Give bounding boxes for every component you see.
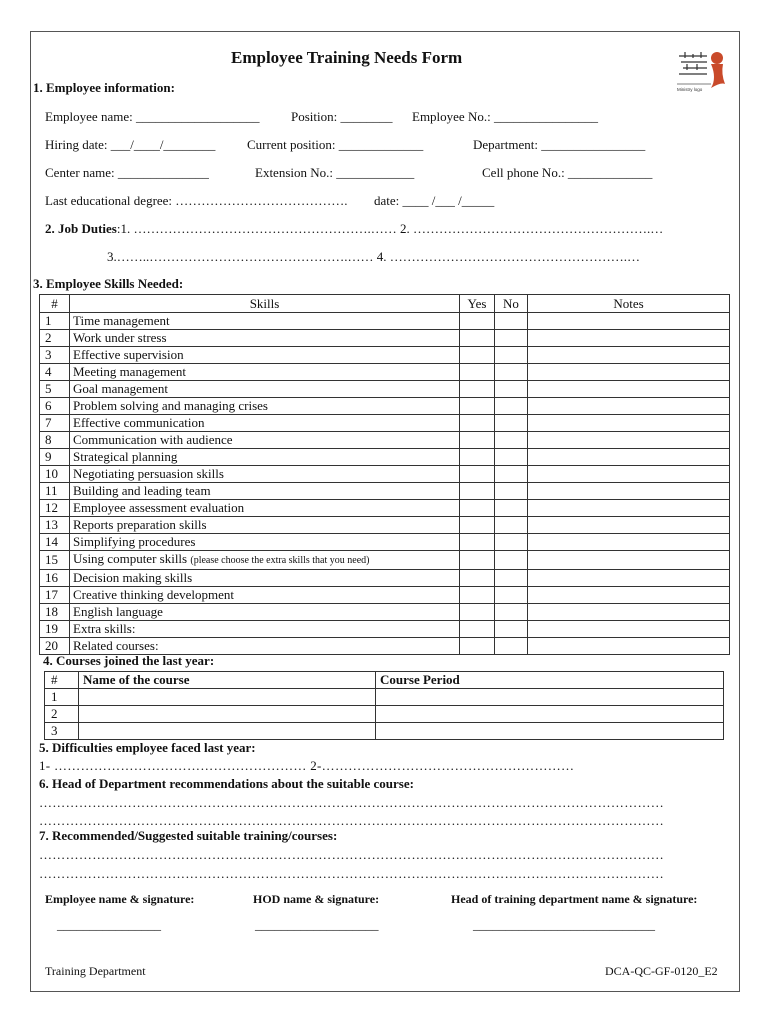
skill-name: Communication with audience	[70, 432, 460, 449]
hod-signature-line[interactable]: ___________________	[255, 917, 379, 932]
skill-no-cell[interactable]	[495, 398, 528, 415]
employee-no-field[interactable]: Employee No.: ________________	[412, 109, 598, 124]
employee-signature-label: Employee name & signature:	[45, 892, 195, 906]
hiring-date-field[interactable]: Hiring date: ___/____/________	[45, 137, 216, 152]
skill-row	[40, 313, 730, 330]
course-row	[45, 689, 724, 706]
course-row	[45, 723, 724, 740]
course-period-cell[interactable]	[376, 706, 724, 723]
course-name-cell[interactable]	[79, 706, 376, 723]
skill-yes-cell[interactable]	[460, 638, 495, 655]
skill-notes-cell[interactable]	[528, 604, 730, 621]
skill-number: 6	[40, 398, 70, 415]
form-page	[30, 31, 740, 992]
skills-header-row	[40, 295, 730, 313]
skill-yes-cell[interactable]	[460, 604, 495, 621]
no-header: No	[495, 295, 528, 313]
skill-yes-cell[interactable]	[460, 330, 495, 347]
hod-recommendation-line2[interactable]: ……………………………………………………………………………………………………………………………	[39, 813, 665, 828]
skill-name: Using computer skills (please choose the extra skills that you need)	[70, 551, 460, 570]
skill-notes-cell[interactable]	[528, 466, 730, 483]
skill-number: 16	[40, 570, 70, 587]
skill-row	[40, 570, 730, 587]
skill-notes-cell[interactable]	[528, 449, 730, 466]
yes-header: Yes	[460, 295, 495, 313]
course-period-cell[interactable]	[376, 689, 724, 706]
skill-no-cell[interactable]	[495, 534, 528, 551]
skill-notes-cell[interactable]	[528, 398, 730, 415]
skill-number: 3	[40, 347, 70, 364]
skill-row	[40, 432, 730, 449]
skill-yes-cell[interactable]	[460, 500, 495, 517]
skill-number: 1	[40, 313, 70, 330]
section1-heading: 1. Employee information:	[33, 80, 175, 95]
skill-notes-cell[interactable]	[528, 517, 730, 534]
skill-name: Extra skills:	[70, 621, 460, 638]
skill-number: 18	[40, 604, 70, 621]
skill-number: 19	[40, 621, 70, 638]
skill-name: Reports preparation skills	[70, 517, 460, 534]
skill-row	[40, 449, 730, 466]
course-name-cell[interactable]	[79, 689, 376, 706]
skill-name: Effective supervision	[70, 347, 460, 364]
skill-no-cell[interactable]	[495, 483, 528, 500]
skills-header: Skills	[70, 295, 460, 313]
skill-row	[40, 483, 730, 500]
skill-row	[40, 415, 730, 432]
course-period-cell[interactable]	[376, 723, 724, 740]
skill-note: (please choose the extra skills that you need)	[190, 555, 370, 566]
skill-no-cell[interactable]	[495, 570, 528, 587]
skill-number: 17	[40, 587, 70, 604]
skill-yes-cell[interactable]	[460, 432, 495, 449]
course-num-header: #	[45, 672, 79, 689]
skill-no-cell[interactable]	[495, 330, 528, 347]
skill-row	[40, 500, 730, 517]
employee-signature-line[interactable]: ________________	[57, 917, 161, 932]
course-number: 3	[45, 723, 79, 740]
skill-name: Creative thinking development	[70, 587, 460, 604]
skill-row	[40, 621, 730, 638]
skill-yes-cell[interactable]	[460, 621, 495, 638]
skill-yes-cell[interactable]	[460, 398, 495, 415]
skill-name: Building and leading team	[70, 483, 460, 500]
form-title: Employee Training Needs Form	[231, 48, 463, 67]
skill-name: Problem solving and managing crises	[70, 398, 460, 415]
skill-notes-cell[interactable]	[528, 483, 730, 500]
skill-notes-cell[interactable]	[528, 621, 730, 638]
difficulties-line[interactable]: 1- ………………………………………………… 2-…………………………………………………	[39, 758, 575, 773]
cell-phone-field[interactable]: Cell phone No.: _____________	[482, 165, 653, 180]
skill-no-cell[interactable]	[495, 500, 528, 517]
skill-yes-cell[interactable]	[460, 570, 495, 587]
center-name-field[interactable]: Center name: ______________	[45, 165, 209, 180]
skill-yes-cell[interactable]	[460, 415, 495, 432]
training-head-signature-label: Head of training department name & signature:	[451, 892, 698, 906]
courses-header-row	[45, 672, 724, 689]
hod-signature-label: HOD name & signature:	[253, 892, 380, 906]
job-duties-line1[interactable]: 2. Job Duties:1. ……………………………………………….…… 2. ……………………………………………….…	[45, 221, 664, 236]
skill-no-cell[interactable]	[495, 466, 528, 483]
skill-notes-cell[interactable]	[528, 415, 730, 432]
skill-row	[40, 551, 730, 570]
suggested-training-line2[interactable]: ……………………………………………………………………………………………………………………………	[39, 866, 665, 881]
skill-row	[40, 534, 730, 551]
skill-row	[40, 347, 730, 364]
skill-row	[40, 466, 730, 483]
course-period-header: Course Period	[376, 672, 724, 689]
skill-number: 11	[40, 483, 70, 500]
skill-name: Meeting management	[70, 364, 460, 381]
skill-yes-cell[interactable]	[460, 587, 495, 604]
degree-date-field[interactable]: date: ____ /___ /_____	[374, 193, 495, 208]
skill-yes-cell[interactable]	[460, 364, 495, 381]
skill-notes-cell[interactable]	[528, 364, 730, 381]
skill-yes-cell[interactable]	[460, 483, 495, 500]
skill-name: Negotiating persuasion skills	[70, 466, 460, 483]
skill-row	[40, 587, 730, 604]
section7-heading: 7. Recommended/Suggested suitable training/courses:	[39, 828, 338, 843]
skill-yes-cell[interactable]	[460, 551, 495, 570]
skill-row	[40, 330, 730, 347]
skills-table	[39, 294, 730, 655]
skill-name: Goal management	[70, 381, 460, 398]
section3-heading: 3. Employee Skills Needed:	[33, 276, 184, 291]
skill-no-cell[interactable]	[495, 432, 528, 449]
department-field[interactable]: Department: ________________	[473, 137, 646, 152]
extension-no-field[interactable]: Extension No.: ____________	[255, 165, 415, 180]
suggested-training-line1[interactable]: ……………………………………………………………………………………………………………………………	[39, 847, 665, 862]
skill-row	[40, 398, 730, 415]
footer-form-code: DCA-QC-GF-0120_E2	[605, 964, 718, 978]
skill-yes-cell[interactable]	[460, 347, 495, 364]
section4-heading: 4. Courses joined the last year:	[43, 653, 215, 668]
skill-name: Simplifying procedures	[70, 534, 460, 551]
skill-notes-cell[interactable]	[528, 313, 730, 330]
skill-yes-cell[interactable]	[460, 517, 495, 534]
skill-yes-cell[interactable]	[460, 449, 495, 466]
skill-notes-cell[interactable]	[528, 570, 730, 587]
skill-number: 8	[40, 432, 70, 449]
course-row	[45, 706, 724, 723]
skill-number: 10	[40, 466, 70, 483]
course-name-cell[interactable]	[79, 723, 376, 740]
skill-notes-cell[interactable]	[528, 500, 730, 517]
skill-no-cell[interactable]	[495, 638, 528, 655]
skill-no-cell[interactable]	[495, 347, 528, 364]
skill-name: Employee assessment evaluation	[70, 500, 460, 517]
skill-number: 4	[40, 364, 70, 381]
skill-no-cell[interactable]	[495, 313, 528, 330]
skill-no-cell[interactable]	[495, 449, 528, 466]
ministry-logo	[675, 42, 731, 94]
skill-row	[40, 517, 730, 534]
hod-recommendation-line1[interactable]: ……………………………………………………………………………………………………………………………	[39, 795, 665, 810]
skill-row	[40, 638, 730, 655]
skill-no-cell[interactable]	[495, 551, 528, 570]
last-degree-field[interactable]: Last educational degree: ………………………………….	[45, 193, 348, 208]
skill-notes-cell[interactable]	[528, 381, 730, 398]
training-head-signature-line[interactable]: ____________________________	[473, 917, 655, 932]
course-number: 2	[45, 706, 79, 723]
position-field[interactable]: Position: ________	[291, 109, 393, 124]
skill-row	[40, 381, 730, 398]
skill-yes-cell[interactable]	[460, 466, 495, 483]
skill-number: 12	[40, 500, 70, 517]
skill-no-cell[interactable]	[495, 587, 528, 604]
skill-name: Strategical planning	[70, 449, 460, 466]
skill-no-cell[interactable]	[495, 517, 528, 534]
logo-caption: Ministry logo	[677, 87, 703, 92]
skill-notes-cell[interactable]	[528, 534, 730, 551]
skill-notes-cell[interactable]	[528, 330, 730, 347]
skill-row	[40, 604, 730, 621]
skill-yes-cell[interactable]	[460, 381, 495, 398]
num-header: #	[40, 295, 70, 313]
skill-notes-cell[interactable]	[528, 638, 730, 655]
skill-name: Decision making skills	[70, 570, 460, 587]
section5-heading: 5. Difficulties employee faced last year:	[39, 740, 256, 755]
skill-notes-cell[interactable]	[528, 551, 730, 570]
skill-number: 15	[40, 551, 70, 570]
skill-number: 2	[40, 330, 70, 347]
skill-name: Effective communication	[70, 415, 460, 432]
skill-no-cell[interactable]	[495, 604, 528, 621]
skill-no-cell[interactable]	[495, 621, 528, 638]
section6-heading: 6. Head of Department recommendations about the suitable course:	[39, 776, 414, 791]
skill-no-cell[interactable]	[495, 415, 528, 432]
skill-number: 9	[40, 449, 70, 466]
skill-no-cell[interactable]	[495, 364, 528, 381]
skill-notes-cell[interactable]	[528, 432, 730, 449]
footer-department: Training Department	[45, 964, 146, 978]
skill-row	[40, 364, 730, 381]
courses-table	[44, 671, 724, 740]
skill-number: 13	[40, 517, 70, 534]
employee-name-field[interactable]: Employee name: ___________________	[45, 109, 260, 124]
job-duties-line2[interactable]: 3.……..……………………………………….…… 4. ……………………………………………….…	[107, 249, 640, 264]
skill-number: 20	[40, 638, 70, 655]
skill-notes-cell[interactable]	[528, 347, 730, 364]
notes-header: Notes	[528, 295, 730, 313]
skill-no-cell[interactable]	[495, 381, 528, 398]
course-name-header: Name of the course	[79, 672, 376, 689]
skill-name: Related courses:	[70, 638, 460, 655]
skill-notes-cell[interactable]	[528, 587, 730, 604]
skill-name: Work under stress	[70, 330, 460, 347]
skill-number: 7	[40, 415, 70, 432]
skill-name: English language	[70, 604, 460, 621]
skill-name: Time management	[70, 313, 460, 330]
skill-number: 14	[40, 534, 70, 551]
skill-yes-cell[interactable]	[460, 313, 495, 330]
current-position-field[interactable]: Current position: _____________	[247, 137, 424, 152]
skill-number: 5	[40, 381, 70, 398]
skill-yes-cell[interactable]	[460, 534, 495, 551]
course-number: 1	[45, 689, 79, 706]
